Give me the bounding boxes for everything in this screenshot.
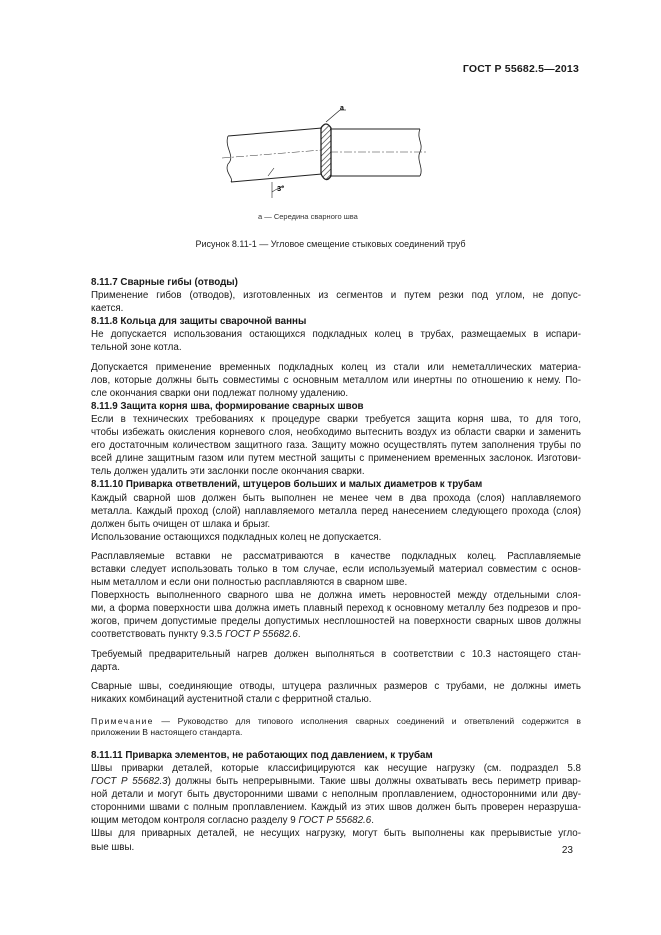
s11-p1-line2-text: ) должны быть непрерывными. Такие швы должны охватывать весь периметр привар- — [167, 776, 581, 788]
weld-center-label: a — [340, 105, 344, 112]
angle-label: 3° — [277, 184, 285, 193]
s10-p4-line4 — [75, 628, 581, 641]
document-body — [91, 276, 581, 854]
s10-p4-line4-end: . — [297, 629, 301, 641]
s10-note-line1 — [91, 716, 581, 728]
section-heading-8-11-7: 8.11.7 Сварные гибы (отводы) — [91, 277, 238, 288]
s10-p6-line1: Сварные швы, соединяющие отводы, штуцера различных размеров с трубами, не должны иметь — [91, 680, 581, 692]
section-heading-8-11-8: 8.11.8 Кольца для защиты сварочной ванны — [91, 316, 307, 328]
section-heading-8-11-9: 8.11.9 Защита корня шва, формирование сварных швов — [91, 400, 364, 412]
s9-p1-line4: всей длине защитным газом или путем местной защиты с применением временных заслонок. Изготови- — [91, 453, 581, 465]
s11-p1-line4: сторонними швами с полным проплавлением. Каждый из этих швов должен быть проверен неразруша- — [91, 802, 581, 814]
s9-p1-line5: тель должен удалить эти заслонки после окончания сварки. — [91, 466, 365, 478]
s11-gost-ref-6: ГОСТ Р 55682.6 — [298, 815, 372, 827]
s10-p1-line3: должен быть очищен от шлака и брызг. — [91, 518, 271, 530]
s11-p1-line5-text: ющим методом контроля согласно разделу 9 — [91, 815, 299, 827]
s10-p4-line2: ми, а форма поверхности шва должна иметь плавный переход к основному металлу без подрезов и про- — [91, 603, 581, 615]
s8-p1-line2: тельной зоне котла. — [91, 342, 182, 354]
s11-p1-line2 — [75, 775, 581, 788]
s11-p2-line1: Швы для приварных деталей, не несущих нагрузку, могут быть выполнены как прерывистые угло- — [91, 828, 581, 840]
figure-legend: a — Середина сварного шва — [258, 212, 358, 221]
s10-p5-line1: Требуемый предварительный нагрев должен выполняться в соответствии с 10.3 настоящего стан- — [91, 648, 581, 660]
s10-p4-line3: жогов, причем допустимые пределы допустимых несплошностей на поверхности сварных швов должны — [91, 616, 581, 628]
s10-note-line2: приложении В настоящего стандарта. — [91, 727, 243, 738]
figure-caption: Рисунок 8.11-1 — Угловое смещение стыковых соединений труб — [195, 239, 466, 249]
s8-p1-line1: Не допускается использования остающихся подкладных колец в трубах, размещаемых в испари- — [91, 329, 581, 341]
note-label: Примечание — [91, 715, 154, 726]
s8-p2-line1: Допускается применение временных подкладных колец из стали или неметаллических материа- — [91, 361, 581, 373]
s8-p2-line3: сле окончания сварки они подлежат полному удалению. — [91, 387, 349, 399]
s8-p2-line2: лов, которые должны быть совместимы с основным металлом или инертны по отношению к нему. По- — [91, 374, 581, 386]
s11-p1-line5-end: . — [371, 815, 374, 827]
s9-p1-line2: чтобы избежать окисления корневого слоя, необходимо вытеснить воздух из области сварки и заменить — [91, 427, 581, 439]
s10-p4-line4-text: соответствовать пункту 9.3.5 — [91, 629, 226, 641]
s10-p2: Использование остающихся подкладных колец не допускается. — [91, 531, 382, 543]
s10-p4-line1: Поверхность выполненного сварного шва не должна иметь неровностей между отдельными слоя- — [91, 590, 581, 602]
s11-gost-ref-3: ГОСТ Р 55682.3 — [91, 776, 168, 788]
s10-p3-line1: Расплавляемые вставки не рассматриваются в качестве подкладных колец. Расплавляемые — [91, 550, 581, 562]
s10-p1-line2: металла. Каждый проход (слой) наплавляемого металла перед нанесением следующего прохода (слоя) — [91, 505, 581, 517]
s11-p1-line5 — [75, 814, 581, 827]
section-heading-8-11-11: 8.11.11 Приварка элементов, не работающих под давлением, к трубам — [91, 749, 433, 761]
s7-p1-line2: кается. — [91, 303, 124, 315]
s7-p1-line1: Применение гибов (отводов), изготовленных из сегментов и путем резки под углом, не допус- — [91, 290, 581, 302]
s10-p5-line2: дарта. — [91, 661, 120, 673]
s10-p4-gost-ref: ГОСТ Р 55682.6 — [225, 629, 298, 641]
page-number: 23 — [561, 845, 573, 856]
pipe-weld-figure — [222, 102, 426, 202]
s10-p3-line2: вставки следует использовать только в том случае, если используемый материал совместим с основ- — [91, 563, 581, 575]
section-heading-8-11-10: 8.11.10 Приварка ответвлений, штуцеров больших и малых диаметров к трубам — [91, 479, 483, 491]
note-text: — Руководство для типового исполнения сварных соединений и ответвлений содержится в — [153, 715, 581, 726]
s10-p6-line2: никаких комбинаций аустенитной стали с ферритной сталью. — [91, 693, 372, 705]
s10-p1-line1: Каждый сварной шов должен быть выполнен не менее чем в два прохода (слоя) наплавляемого — [91, 492, 581, 504]
s10-p3-line3: ным металлом и если они полностью расплавляются в сварном шве. — [91, 577, 408, 589]
pipe-joint-diagram — [222, 102, 426, 202]
s9-p1-line1: Если в технических требованиях к процедуре сварки требуется защита корня шва, то для того, — [91, 413, 581, 425]
s11-p1-line3: ной детали и могут быть двусторонними швами с неполным проплавлением, односторонними или дву- — [91, 789, 581, 801]
standard-designation: ГОСТ Р 55682.5—2013 — [462, 63, 579, 75]
s9-p1-line3: его достаточным количеством защитного газа. Защиту можно осуществлять путем заполнения трубы по — [91, 440, 581, 452]
s11-p1-line1: Швы приварки деталей, которые классифицируются как несущие нагрузку (см. подраздел 5.8 — [91, 763, 581, 774]
s11-p2-line2: вые швы. — [91, 841, 135, 853]
